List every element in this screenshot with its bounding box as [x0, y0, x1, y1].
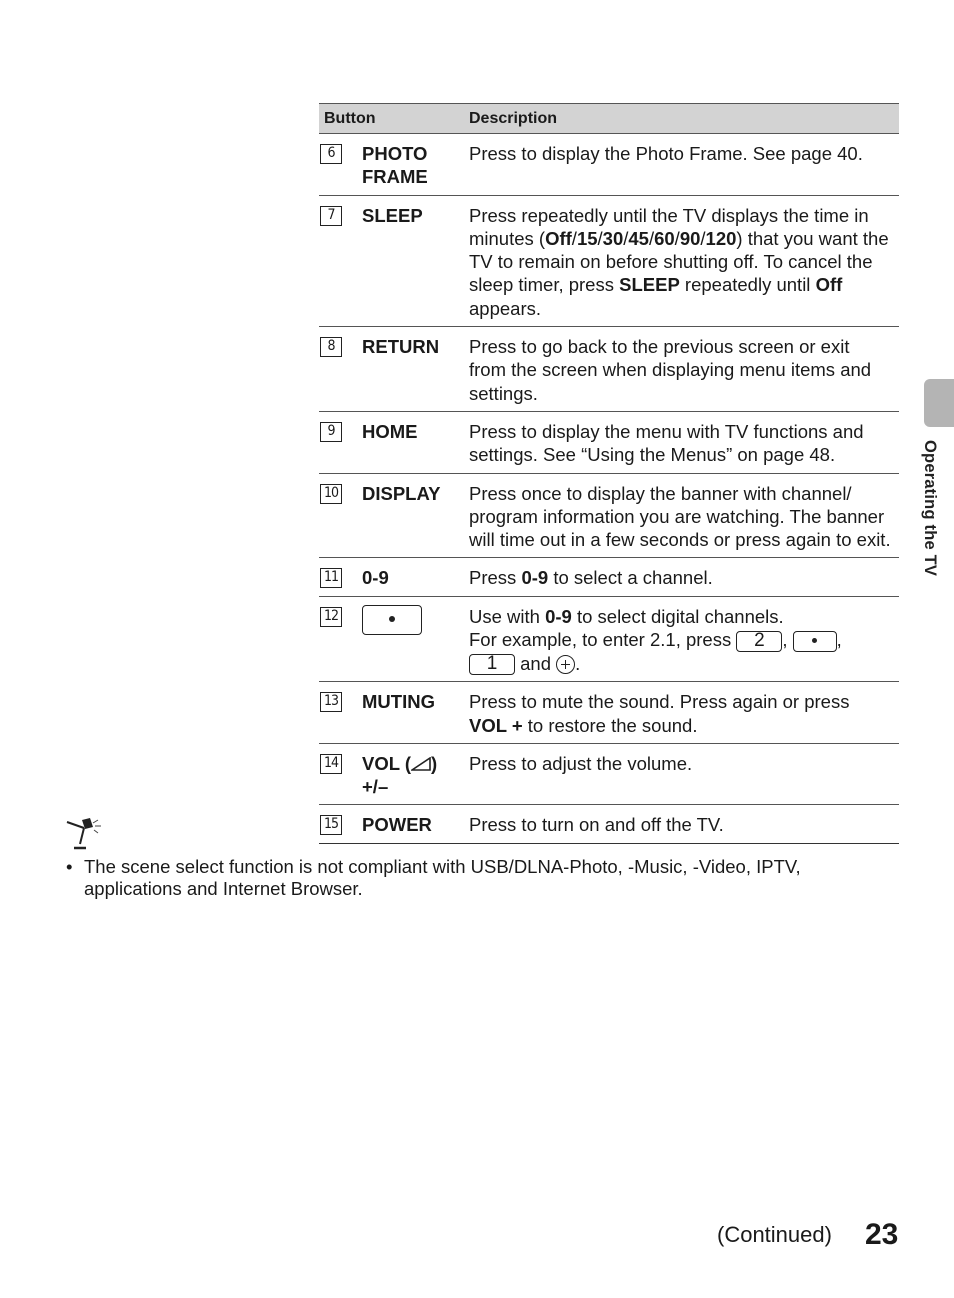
header-description: Description	[469, 109, 558, 127]
table-row	[319, 743, 899, 805]
button-description: Press to mute the sound. Press again or press VOL + to restore the sound.	[469, 691, 850, 736]
table-row	[319, 195, 899, 326]
side-tab-label: Operating the TV	[921, 440, 939, 577]
dot-key-icon	[793, 631, 837, 652]
button-description: Press to adjust the volume.	[469, 752, 693, 774]
table-row	[319, 804, 899, 842]
item-number: 10	[320, 484, 342, 504]
key-1-icon: 1	[469, 654, 515, 675]
item-number: 14	[320, 754, 342, 774]
enter-circle-icon	[556, 655, 575, 674]
dot-button-icon	[362, 605, 422, 635]
item-number: 7	[320, 206, 342, 226]
button-description: Use with 0-9 to select digital channels. For example, to enter 2.1, press 2 , , 1 and .	[469, 605, 842, 675]
button-name: SLEEP	[362, 204, 423, 226]
item-number: 15	[320, 815, 342, 835]
table-row	[319, 596, 899, 682]
tip-note	[66, 856, 856, 899]
table-header	[319, 103, 899, 133]
button-description-table	[319, 103, 899, 844]
button-description: Press to display the Photo Frame. See page 40.	[469, 143, 863, 164]
item-number: 9	[320, 422, 342, 442]
bullet: •	[66, 856, 73, 877]
button-name: HOME	[362, 420, 418, 442]
table-row	[319, 557, 899, 595]
button-name: RETURN	[362, 336, 440, 358]
button-name	[342, 605, 469, 676]
table-row	[319, 326, 899, 411]
item-number: 6	[320, 144, 342, 164]
button-name: POWER	[362, 814, 432, 836]
item-number: 13	[320, 692, 342, 712]
continued-label: (Continued)	[717, 1222, 832, 1247]
table-row	[319, 473, 899, 558]
button-description: Press 0-9 to select a channel.	[469, 567, 713, 589]
table-row	[319, 681, 899, 743]
button-name: 0-9	[362, 567, 389, 589]
button-name: PHOTO FRAME	[362, 143, 428, 188]
button-name: VOL ( ) +/–	[362, 752, 438, 798]
button-name: DISPLAY	[362, 482, 441, 504]
header-button: Button	[324, 109, 376, 127]
button-description: Press to display the menu with TV functions and settings. See “Using the Menus” on page 48.	[469, 420, 864, 466]
item-number: 8	[320, 337, 342, 357]
side-tab	[924, 379, 954, 427]
volume-wedge-icon	[411, 757, 431, 771]
button-description: Press to turn on and off the TV.	[469, 814, 724, 836]
table-row	[319, 411, 899, 473]
note-text: The scene select function is not compliant with USB/DLNA-Photo, -Music, -Video, IPTV, applications and Internet Browser.	[84, 856, 801, 899]
button-description: Press once to display the banner with channel/ program information you are watching. The banner will time out in a few seconds or press again to exit.	[469, 482, 891, 551]
button-description: Press to go back to the previous screen or exit from the screen when displaying menu items and settings.	[469, 336, 872, 404]
button-description: Press repeatedly until the TV displays the time in minutes (Off/15/30/45/60/90/120) that you want the TV to remain on before shutting off. To cancel the sleep timer, press SLEEP repeatedly until Off appears.	[469, 204, 889, 319]
table-row	[319, 133, 899, 195]
item-number: 11	[320, 568, 342, 588]
page-number: 23	[865, 1218, 899, 1251]
key-2-icon: 2	[736, 631, 782, 652]
item-number: 12	[320, 607, 342, 627]
button-name: MUTING	[362, 691, 435, 713]
lamp-tip-icon	[64, 816, 104, 852]
